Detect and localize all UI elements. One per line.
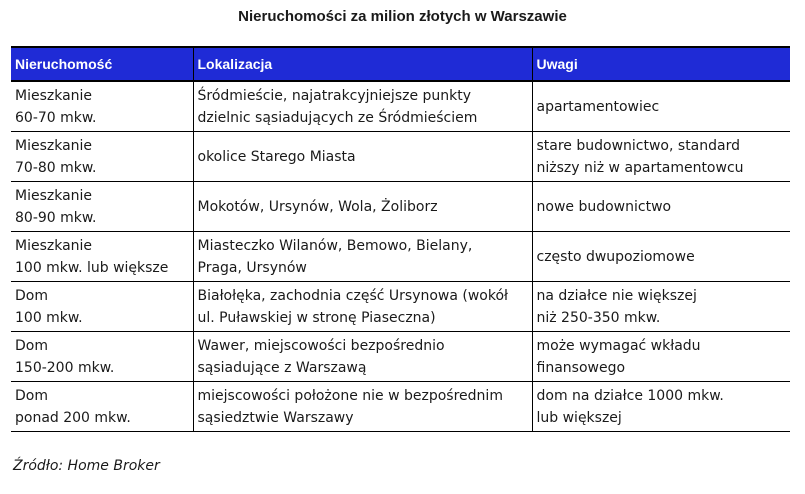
property-cell-line: 100 mkw. lub większe bbox=[15, 260, 169, 276]
property-cell bbox=[11, 182, 193, 232]
property-cell-line: Mieszkanie bbox=[15, 238, 93, 254]
notes-cell-line: niż 250-350 mkw. bbox=[536, 310, 661, 326]
property-table bbox=[11, 46, 790, 432]
property-cell-line: 80-90 mkw. bbox=[15, 210, 97, 226]
property-cell-line: Mieszkanie bbox=[15, 188, 93, 204]
notes-cell-line: finansowego bbox=[536, 360, 626, 376]
table-row bbox=[11, 132, 790, 182]
location-cell bbox=[193, 232, 532, 282]
property-cell-line: Dom bbox=[15, 338, 48, 354]
table-title: Nieruchomości za milion złotych w Warszawie bbox=[238, 8, 567, 25]
location-cell bbox=[193, 382, 532, 432]
location-cell-line: ul. Puławskiej w stronę Piaseczna) bbox=[197, 310, 436, 326]
property-cell-line: 150-200 mkw. bbox=[15, 360, 115, 376]
property-cell bbox=[11, 282, 193, 332]
property-cell-line: Mieszkanie bbox=[15, 138, 93, 154]
table-row bbox=[11, 81, 790, 132]
location-cell-line: sąsiedztwie Warszawy bbox=[197, 410, 354, 426]
location-cell bbox=[193, 282, 532, 332]
property-cell-line: Dom bbox=[15, 288, 48, 304]
location-cell-line: Praga, Ursynów bbox=[197, 260, 307, 276]
location-cell-line: Miasteczko Wilanów, Bemowo, Bielany, bbox=[197, 238, 473, 254]
location-cell-line: Wawer, miejscowości bezpośrednio bbox=[197, 338, 445, 354]
location-cell bbox=[193, 132, 532, 182]
table-row bbox=[11, 182, 790, 232]
property-cell-line: 60-70 mkw. bbox=[15, 110, 97, 126]
notes-cell-line: nowe budownictwo bbox=[536, 199, 672, 215]
notes-cell bbox=[532, 282, 790, 332]
notes-cell-line: dom na działce 1000 mkw. bbox=[536, 388, 724, 404]
notes-cell-line: apartamentowiec bbox=[536, 99, 660, 115]
notes-cell-line: lub większej bbox=[536, 410, 622, 426]
property-cell-line: ponad 200 mkw. bbox=[15, 410, 131, 426]
notes-cell bbox=[532, 182, 790, 232]
property-cell bbox=[11, 232, 193, 282]
property-cell bbox=[11, 382, 193, 432]
notes-cell-line: niższy niż w apartamentowcu bbox=[536, 160, 744, 176]
location-cell-line: sąsiadujące z Warszawą bbox=[197, 360, 367, 376]
table-row bbox=[11, 282, 790, 332]
location-cell bbox=[193, 182, 532, 232]
notes-cell bbox=[532, 81, 790, 132]
location-cell-line: miejscowości położone nie w bezpośrednim bbox=[197, 388, 503, 404]
property-cell bbox=[11, 332, 193, 382]
notes-cell-line: na działce nie większej bbox=[536, 288, 697, 304]
header-location: Lokalizacja bbox=[193, 47, 532, 81]
header-notes: Uwagi bbox=[532, 47, 790, 81]
notes-cell-line: może wymagać wkładu bbox=[536, 338, 701, 354]
property-cell-line: Mieszkanie bbox=[15, 88, 93, 104]
table-row bbox=[11, 382, 790, 432]
notes-cell-line: często dwupoziomowe bbox=[536, 249, 695, 265]
location-cell-line: Śródmieście, najatrakcyjniejsze punkty bbox=[197, 88, 472, 104]
property-cell-line: 100 mkw. bbox=[15, 310, 83, 326]
header-row bbox=[11, 47, 790, 81]
property-cell-line: 70-80 mkw. bbox=[15, 160, 97, 176]
property-cell-line: Dom bbox=[15, 388, 48, 404]
table-row bbox=[11, 332, 790, 382]
table-row bbox=[11, 232, 790, 282]
notes-cell bbox=[532, 332, 790, 382]
location-cell bbox=[193, 81, 532, 132]
location-cell bbox=[193, 332, 532, 382]
location-cell-line: Mokotów, Ursynów, Wola, Żoliborz bbox=[197, 199, 438, 215]
notes-cell-line: stare budownictwo, standard bbox=[536, 138, 740, 154]
location-cell-line: dzielnic sąsiadujących ze Śródmieściem bbox=[197, 110, 478, 126]
location-cell-line: Białołęka, zachodnia część Ursynowa (wokół bbox=[197, 288, 509, 304]
header-property: Nieruchomość bbox=[11, 47, 193, 81]
property-cell bbox=[11, 81, 193, 132]
source-note: Źródło: Home Broker bbox=[13, 458, 160, 474]
notes-cell bbox=[532, 132, 790, 182]
notes-cell bbox=[532, 382, 790, 432]
notes-cell bbox=[532, 232, 790, 282]
location-cell-line: okolice Starego Miasta bbox=[197, 149, 356, 165]
property-cell bbox=[11, 132, 193, 182]
